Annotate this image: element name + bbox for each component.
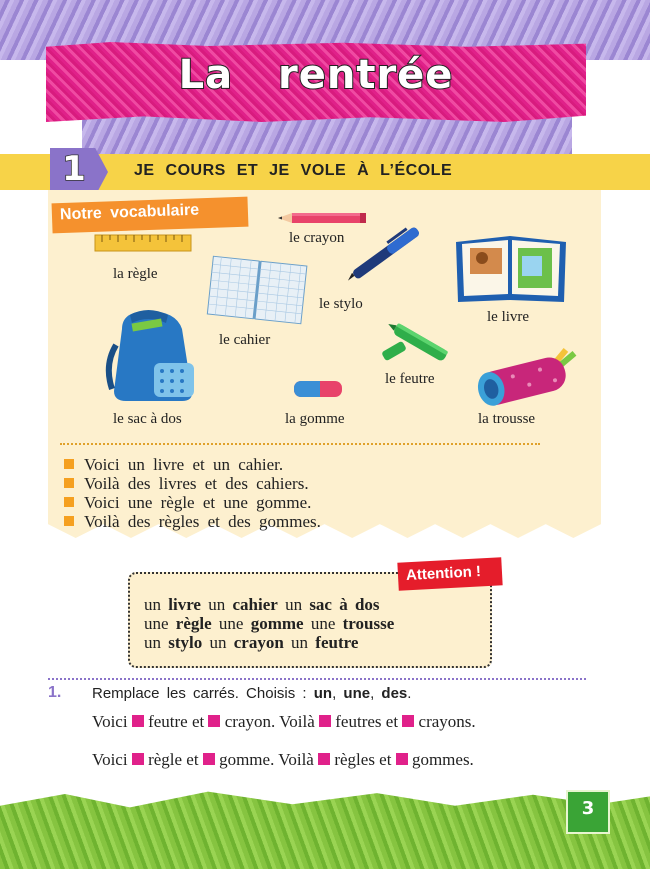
attention-noun: cahier xyxy=(232,595,278,614)
blank-square-icon[interactable] xyxy=(132,753,144,765)
blank-square-icon[interactable] xyxy=(402,715,414,727)
felt-pen-icon xyxy=(378,316,454,364)
ruler-icon xyxy=(94,234,192,252)
attention-article: un xyxy=(144,595,169,614)
attention-article: une xyxy=(303,614,343,633)
word-le-cahier: le cahier xyxy=(219,332,271,348)
blank-square-icon[interactable] xyxy=(208,715,220,727)
bullet-square-icon xyxy=(64,478,74,488)
blank-square-icon[interactable] xyxy=(318,753,330,765)
book-icon xyxy=(450,230,572,306)
attention-noun: crayon xyxy=(233,633,284,652)
bullet-square-icon xyxy=(64,459,74,469)
word-la-trousse: la trousse xyxy=(478,411,536,427)
attention-noun: livre xyxy=(168,595,201,614)
attention-article: un xyxy=(200,595,233,614)
example-sentence: Voilà des règles et des gommes. xyxy=(64,512,321,532)
attention-label: Attention ! xyxy=(405,563,482,584)
page-title: La rentrée xyxy=(178,52,454,98)
word-le-livre: le livre xyxy=(487,309,530,325)
lesson-title: JE COURS ET JE VOLE À L’ÉCOLE xyxy=(134,162,453,179)
example-sentence: Voici un livre et un cahier. xyxy=(64,455,283,475)
attention-line xyxy=(144,633,358,653)
attention-noun: règle xyxy=(175,614,212,633)
attention-article: un xyxy=(144,633,169,652)
exercise-paragraph-1: Voici feutre et crayon. Voilà feutres et crayons. xyxy=(92,712,476,731)
attention-noun: sac à dos xyxy=(309,595,380,614)
word-le-feutre: le feutre xyxy=(385,371,435,387)
exercise-paragraph-2: Voici règle et gomme. Voilà règles et gommes. xyxy=(92,750,474,769)
dotted-separator xyxy=(60,443,540,445)
attention-article: un xyxy=(277,595,310,614)
attention-line xyxy=(144,595,380,615)
blank-square-icon[interactable] xyxy=(396,753,408,765)
word-le-sac-a-dos: le sac à dos xyxy=(113,411,182,427)
blank-square-icon[interactable] xyxy=(319,715,331,727)
word-le-stylo: le stylo xyxy=(319,296,363,312)
notebook-icon xyxy=(204,255,310,327)
attention-article: un xyxy=(283,633,316,652)
attention-article: un xyxy=(202,633,234,652)
page-number: 3 xyxy=(581,798,595,819)
pen-icon xyxy=(345,222,427,284)
eraser-icon xyxy=(292,378,344,400)
vocabulary-heading: Notre vocabulaire xyxy=(59,201,200,224)
exercise-number: 1. xyxy=(48,684,62,701)
bullet-square-icon xyxy=(64,516,74,526)
attention-noun: gomme xyxy=(250,614,304,633)
exercise-instruction: Remplace les carrés. Choisis : un, une, des. xyxy=(92,685,412,702)
pencil-case-icon xyxy=(468,340,578,406)
blank-square-icon[interactable] xyxy=(203,753,215,765)
attention-line xyxy=(144,614,394,634)
grass-footer xyxy=(0,790,650,869)
blank-square-icon[interactable] xyxy=(132,715,144,727)
word-la-gomme: la gomme xyxy=(285,411,345,427)
exercise-separator xyxy=(48,678,586,680)
word-le-crayon: le crayon xyxy=(289,230,345,246)
example-sentence: Voici une règle et une gomme. xyxy=(64,493,311,513)
attention-noun: stylo xyxy=(168,633,203,652)
attention-article: une xyxy=(144,614,176,633)
attention-noun: feutre xyxy=(315,633,359,652)
example-sentence: Voilà des livres et des cahiers. xyxy=(64,474,309,494)
lesson-number: 1 xyxy=(62,149,86,189)
attention-noun: trousse xyxy=(342,614,395,633)
attention-article: une xyxy=(211,614,251,633)
word-la-regle: la règle xyxy=(113,266,158,282)
backpack-icon xyxy=(102,305,202,403)
bullet-square-icon xyxy=(64,497,74,507)
